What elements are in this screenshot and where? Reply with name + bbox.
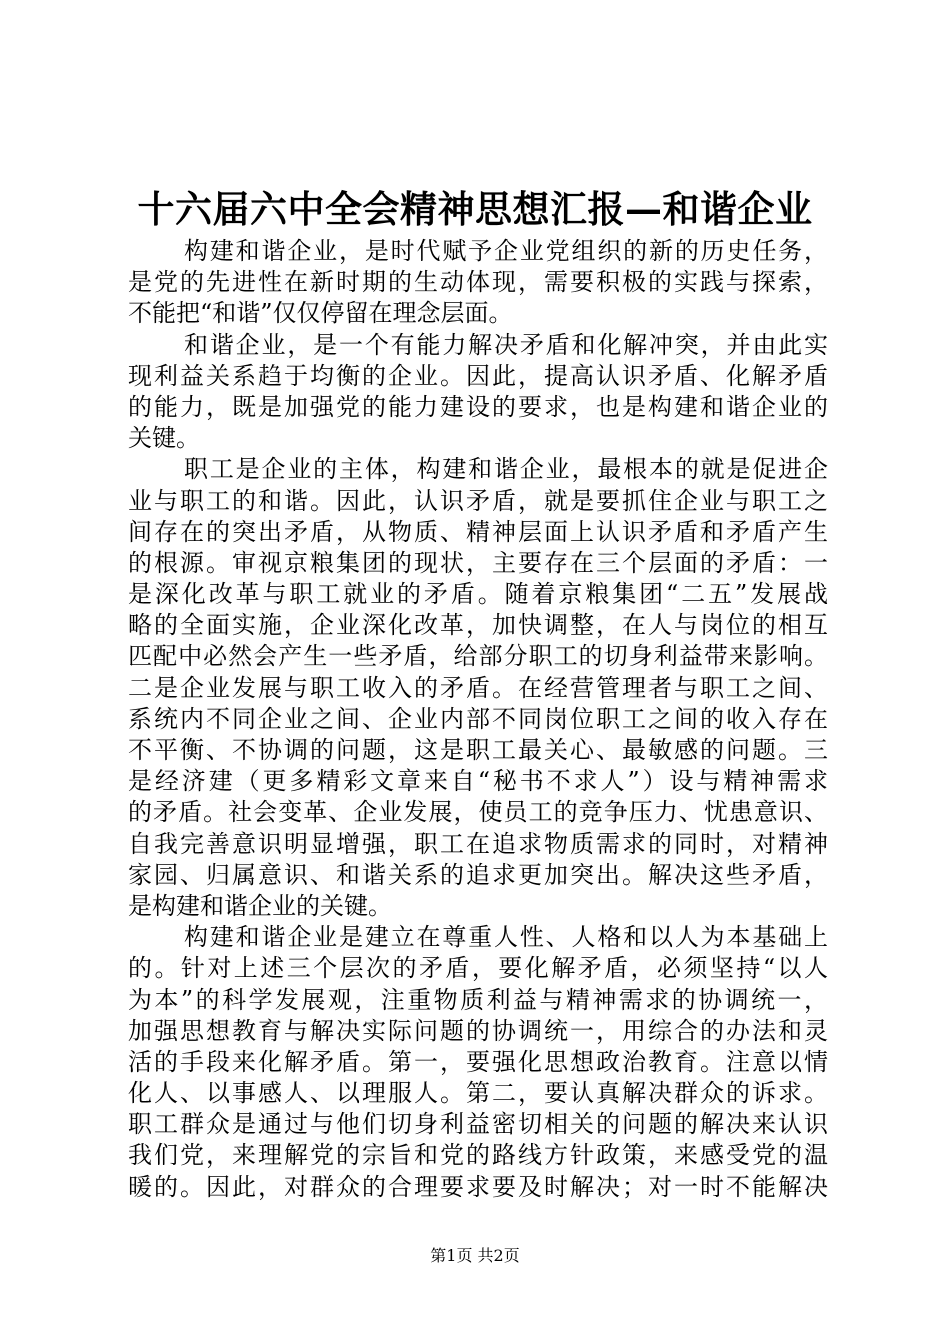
page-footer: 第1页 共2页 — [430, 1246, 520, 1265]
paragraph-line: 活的手段来化解矛盾。第一，要强化思想政治教育。注意以情 — [128, 1047, 828, 1076]
paragraph-line: 和谐企业，是一个有能力解决矛盾和化解冲突，并由此实 — [184, 330, 828, 359]
paragraph-line: 构建和谐企业，是时代赋予企业党组织的新的历史任务， — [184, 237, 828, 265]
paragraph-line: 家园、归属意识、和谐关系的追求更加突出。解决这些矛盾， — [128, 860, 828, 889]
paragraph-line: 是深化改革与职工就业的矛盾。随着京粮集团“二五”发展战 — [128, 580, 828, 609]
paragraph — [128, 454, 828, 922]
paragraph — [128, 330, 828, 455]
paragraph-line: 是构建和谐企业的关键。 — [128, 891, 392, 920]
paragraph-line: 关键。 — [128, 424, 200, 453]
paragraph-line: 职工是企业的主体，构建和谐企业，最根本的就是促进企 — [184, 455, 828, 484]
paragraph-line: 是党的先进性在新时期的生动体现，需要积极的实践与探索， — [128, 268, 828, 297]
paragraph-line: 为本”的科学发展观，注重物质利益与精神需求的协调统一， — [128, 985, 828, 1014]
paragraph-line: 间存在的突出矛盾，从物质、精神层面上认识矛盾和矛盾产生 — [128, 517, 828, 546]
paragraph-line: 略的全面实施，企业深化改革，加快调整，在人与岗位的相互 — [128, 611, 828, 640]
paragraph-line: 构建和谐企业是建立在尊重人性、人格和以人为本基础上 — [184, 923, 828, 952]
paragraph-line: 业与职工的和谐。因此，认识矛盾，就是要抓住企业与职工之 — [128, 486, 828, 515]
paragraph-line: 化人、以事感人、以理服人。第二，要认真解决群众的诉求。 — [128, 1079, 828, 1108]
document-title: 十六届六中全会精神思想汇报—和谐企业 — [137, 187, 813, 231]
paragraph-line: 加强思想教育与解决实际问题的协调统一，用综合的办法和灵 — [128, 1016, 828, 1045]
paragraph — [128, 922, 828, 1203]
paragraph-line: 我们党，来理解党的宗旨和党的路线方针政策，来感受党的温 — [128, 1141, 828, 1170]
paragraph-line: 现利益关系趋于均衡的企业。因此，提高认识矛盾、化解矛盾 — [128, 361, 828, 390]
document-body — [128, 236, 828, 1203]
paragraph — [128, 236, 828, 330]
paragraph-line: 不平衡、不协调的问题，这是职工最关心、最敏感的问题。三 — [128, 736, 828, 764]
paragraph-line: 的。针对上述三个层次的矛盾，要化解矛盾，必须坚持“以人 — [128, 954, 828, 983]
paragraph-line: 不能把“和谐”仅仅停留在理念层面。 — [128, 299, 513, 328]
paragraph-line: 自我完善意识明显增强，职工在追求物质需求的同时，对精神 — [128, 829, 828, 858]
paragraph-line: 是经济建（更多精彩文章来自“秘书不求人”）设与精神需求 — [128, 767, 828, 796]
paragraph-line: 的根源。审视京粮集团的现状，主要存在三个层面的矛盾：一 — [128, 548, 828, 577]
paragraph-line: 的能力，既是加强党的能力建设的要求，也是构建和谐企业的 — [128, 392, 828, 421]
paragraph-line: 匹配中必然会产生一些矛盾，给部分职工的切身利益带来影响。 — [128, 642, 828, 671]
paragraph-line: 的矛盾。社会变革、企业发展，使员工的竞争压力、忧患意识、 — [128, 798, 828, 827]
paragraph-line: 职工群众是通过与他们切身利益密切相关的问题的解决来认识 — [128, 1110, 828, 1139]
paragraph-line: 二是企业发展与职工收入的矛盾。在经营管理者与职工之间、 — [128, 673, 828, 702]
paragraph-line: 暖的。因此，对群众的合理要求要及时解决；对一时不能解决 — [128, 1172, 828, 1201]
paragraph-line: 系统内不同企业之间、企业内部不同岗位职工之间的收入存在 — [128, 704, 828, 733]
